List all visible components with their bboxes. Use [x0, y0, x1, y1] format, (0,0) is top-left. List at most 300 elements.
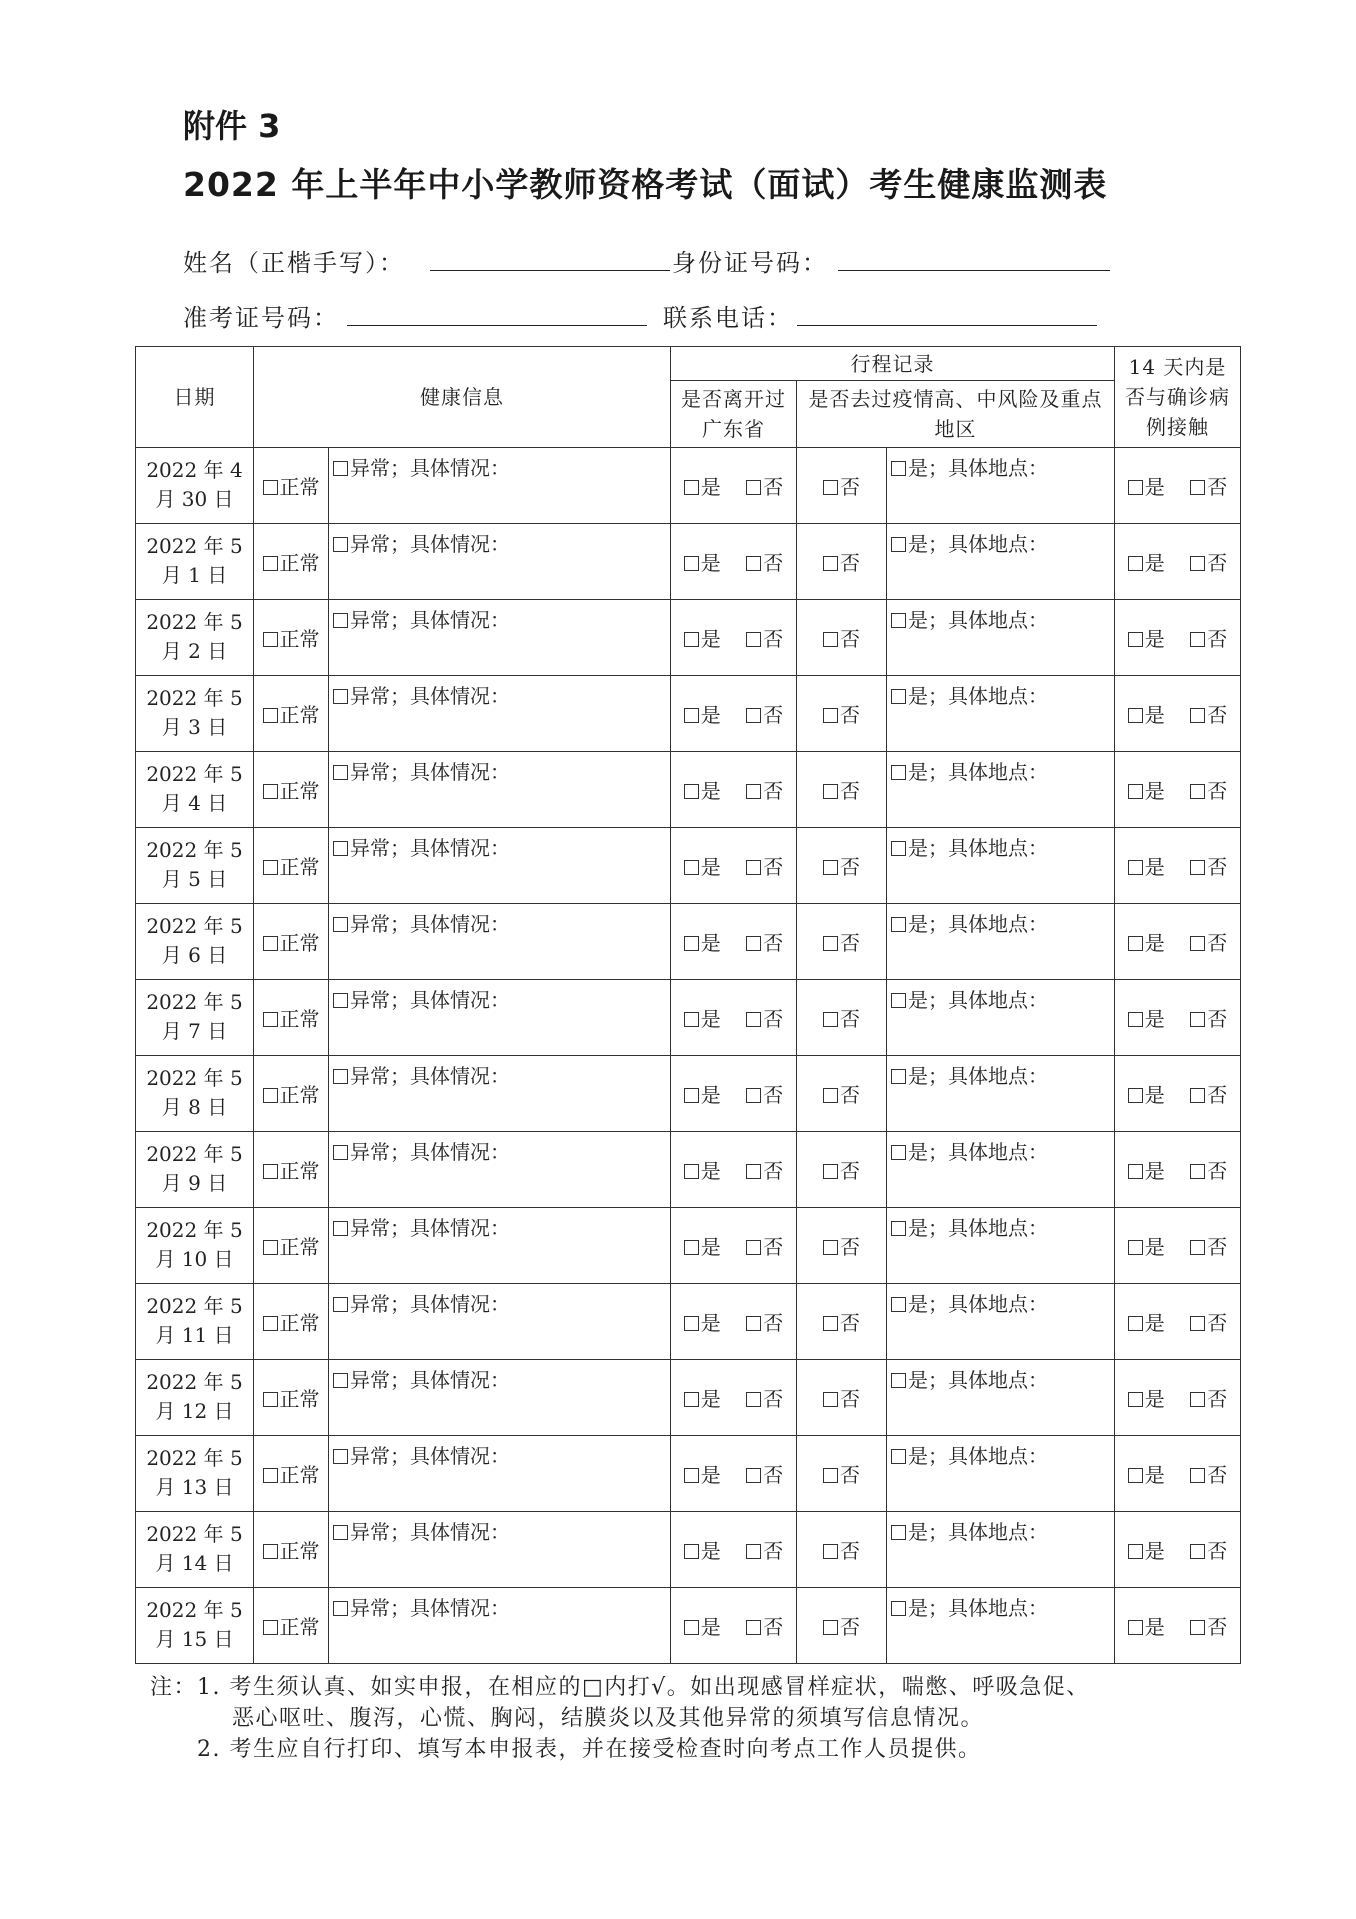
left-province-yes-checkbox[interactable]	[684, 775, 721, 804]
left-province-no-checkbox[interactable]	[746, 471, 783, 500]
left-province-yes-checkbox[interactable]	[684, 1459, 721, 1488]
phone-label: 联系电话：	[663, 304, 793, 332]
checkbox-icon	[1190, 1164, 1205, 1179]
checkbox-icon	[263, 1012, 278, 1027]
checkbox-icon	[746, 1012, 761, 1027]
left-province-no-checkbox[interactable]	[746, 699, 783, 728]
risk-area-yes-checkbox[interactable]	[891, 532, 1048, 556]
option-label: 是	[700, 778, 721, 803]
option-label: 异常；具体情况：	[350, 1367, 510, 1392]
option-label: 否	[763, 1310, 784, 1335]
checkbox-icon	[891, 1069, 906, 1084]
note-line-3: 2. 考生应自行打印、填写本申报表，并在接受检查时向考点工作人员提供。	[197, 1737, 982, 1762]
checkbox-icon	[684, 784, 699, 799]
health-header: 健康信息	[254, 347, 671, 448]
contact-yes-checkbox[interactable]	[1128, 851, 1165, 880]
abnormal-checkbox[interactable]	[333, 608, 510, 632]
option-label: 否	[763, 1538, 784, 1563]
option-label: 否	[840, 1082, 860, 1107]
option-label: 是	[700, 550, 721, 575]
contact-no-checkbox[interactable]	[1190, 1307, 1227, 1336]
left-province-yes-checkbox[interactable]	[684, 623, 721, 652]
checkbox-icon	[333, 689, 348, 704]
contact-no-checkbox[interactable]	[1190, 699, 1227, 728]
checkbox-icon	[684, 708, 699, 723]
left-province-no-checkbox[interactable]	[746, 547, 783, 576]
checkbox-icon	[746, 1240, 761, 1255]
risk-area-yes-checkbox[interactable]	[891, 1444, 1048, 1468]
abnormal-checkbox[interactable]	[333, 836, 510, 860]
left-province-yes-checkbox[interactable]	[684, 547, 721, 576]
option-label: 否	[840, 1386, 860, 1411]
checkbox-icon	[263, 860, 278, 875]
date-cell: 2022 年 5 月 4 日	[136, 751, 254, 827]
contact-no-checkbox[interactable]	[1190, 1079, 1227, 1108]
contact-yes-checkbox[interactable]	[1128, 623, 1165, 652]
left-province-yes-checkbox[interactable]	[684, 699, 721, 728]
date-cell: 2022 年 5 月 2 日	[136, 599, 254, 675]
checkbox-icon	[1128, 1316, 1143, 1331]
checkbox-icon	[263, 632, 278, 647]
option-label: 是；具体地点：	[908, 1291, 1048, 1316]
table-row	[136, 1435, 1241, 1511]
left-province-yes-checkbox[interactable]	[684, 1535, 721, 1564]
date-cell: 2022 年 5 月 7 日	[136, 979, 254, 1055]
normal-checkbox[interactable]	[263, 1235, 320, 1259]
checkbox-icon	[746, 632, 761, 647]
checkbox-icon	[1190, 1240, 1205, 1255]
option-label: 是；具体地点：	[908, 1595, 1048, 1620]
date-cell: 2022 年 5 月 13 日	[136, 1435, 254, 1511]
option-label: 是	[700, 1462, 721, 1487]
risk-area-no-checkbox[interactable]	[823, 931, 860, 955]
date-header: 日期	[136, 347, 254, 448]
left-province-yes-checkbox[interactable]	[684, 1003, 721, 1032]
option-label: 异常；具体情况：	[350, 1595, 510, 1620]
left-province-no-checkbox[interactable]	[746, 775, 783, 804]
risk-area-no-checkbox[interactable]	[823, 1007, 860, 1031]
risk-area-yes-checkbox[interactable]	[891, 1520, 1048, 1544]
checkbox-icon	[891, 1221, 906, 1236]
risk-area-header: 是否去过疫情高、中风险及重点地区	[797, 381, 1115, 447]
contact-no-checkbox[interactable]	[1190, 1231, 1227, 1260]
risk-area-yes-checkbox[interactable]	[891, 1368, 1048, 1392]
date-cell: 2022 年 5 月 5 日	[136, 827, 254, 903]
checkbox-icon	[1128, 1240, 1143, 1255]
option-label: 异常；具体情况：	[350, 835, 510, 860]
risk-area-yes-checkbox[interactable]	[891, 912, 1048, 936]
checkbox-icon	[684, 936, 699, 951]
contact-yes-checkbox[interactable]	[1128, 1155, 1165, 1184]
checkbox-icon	[823, 1088, 838, 1103]
option-label: 否	[840, 854, 860, 879]
option-label: 否	[1207, 626, 1228, 651]
checkbox-icon	[746, 1392, 761, 1407]
left-province-no-checkbox[interactable]	[746, 1535, 783, 1564]
left-province-no-checkbox[interactable]	[746, 1155, 783, 1184]
option-label: 正常	[279, 626, 320, 651]
contact-yes-checkbox[interactable]	[1128, 1459, 1165, 1488]
ticket-number-field[interactable]	[347, 325, 647, 326]
risk-area-yes-checkbox[interactable]	[891, 456, 1048, 480]
contact-no-checkbox[interactable]	[1190, 927, 1227, 956]
date-cell: 2022 年 5 月 15 日	[136, 1587, 254, 1663]
normal-checkbox[interactable]	[263, 551, 320, 575]
table-row	[136, 523, 1241, 599]
abnormal-checkbox[interactable]	[333, 1596, 510, 1620]
normal-checkbox[interactable]	[263, 1463, 320, 1487]
normal-checkbox[interactable]	[263, 1083, 320, 1107]
risk-area-no-checkbox[interactable]	[823, 779, 860, 803]
left-province-yes-checkbox[interactable]	[684, 1155, 721, 1184]
checkbox-icon	[333, 461, 348, 476]
abnormal-checkbox[interactable]	[333, 1444, 510, 1468]
risk-area-yes-checkbox[interactable]	[891, 1596, 1048, 1620]
contact-yes-checkbox[interactable]	[1128, 699, 1165, 728]
checkbox-icon	[823, 1164, 838, 1179]
checkbox-icon	[891, 1297, 906, 1312]
abnormal-checkbox[interactable]	[333, 1064, 510, 1088]
option-label: 异常；具体情况：	[350, 607, 510, 632]
checkbox-icon	[263, 708, 278, 723]
risk-area-no-checkbox[interactable]	[823, 1615, 860, 1639]
abnormal-checkbox[interactable]	[333, 1140, 510, 1164]
risk-area-yes-checkbox[interactable]	[891, 1064, 1048, 1088]
checkbox-icon	[891, 613, 906, 628]
abnormal-checkbox[interactable]	[333, 532, 510, 556]
option-label: 是	[700, 1614, 721, 1639]
option-label: 是	[700, 1386, 721, 1411]
phone-field[interactable]	[797, 325, 1097, 326]
option-label: 否	[763, 474, 784, 499]
id-number-field[interactable]	[838, 270, 1110, 271]
risk-area-no-checkbox[interactable]	[823, 855, 860, 879]
checkbox-icon	[333, 993, 348, 1008]
option-label: 否	[1207, 778, 1228, 803]
checkbox-icon	[1128, 860, 1143, 875]
checkbox-icon	[1128, 1468, 1143, 1483]
checkbox-icon	[891, 841, 906, 856]
option-label: 正常	[279, 1614, 320, 1639]
checkbox-icon	[333, 841, 348, 856]
checkbox-icon	[263, 556, 278, 571]
checkbox-icon	[684, 1468, 699, 1483]
normal-checkbox[interactable]	[263, 1615, 320, 1639]
option-label: 异常；具体情况：	[350, 1063, 510, 1088]
abnormal-checkbox[interactable]	[333, 760, 510, 784]
checkbox-icon	[1190, 632, 1205, 647]
contact-yes-checkbox[interactable]	[1128, 547, 1165, 576]
option-label: 正常	[279, 702, 320, 727]
checkbox-icon	[891, 1449, 906, 1464]
checkbox-icon	[1190, 708, 1205, 723]
checkbox-icon	[746, 480, 761, 495]
left-province-no-checkbox[interactable]	[746, 1307, 783, 1336]
checkbox-icon	[263, 1316, 278, 1331]
risk-area-no-checkbox[interactable]	[823, 1235, 860, 1259]
checkbox-icon	[263, 1468, 278, 1483]
checkbox-icon	[684, 1316, 699, 1331]
left-province-no-checkbox[interactable]	[746, 1079, 783, 1108]
checkbox-icon	[333, 1297, 348, 1312]
checkbox-icon	[746, 1164, 761, 1179]
normal-checkbox[interactable]	[263, 627, 320, 651]
health-monitoring-table	[135, 346, 1241, 1664]
left-province-no-checkbox[interactable]	[746, 927, 783, 956]
option-label: 是	[1144, 778, 1165, 803]
risk-area-no-checkbox[interactable]	[823, 1539, 860, 1563]
option-label: 是；具体地点：	[908, 1139, 1048, 1164]
checkbox-icon	[1128, 556, 1143, 571]
risk-area-no-checkbox[interactable]	[823, 1311, 860, 1335]
checkbox-icon	[746, 556, 761, 571]
abnormal-checkbox[interactable]	[333, 684, 510, 708]
checkbox-icon	[823, 860, 838, 875]
date-cell: 2022 年 5 月 1 日	[136, 523, 254, 599]
option-label: 异常；具体情况：	[350, 759, 510, 784]
contact-yes-checkbox[interactable]	[1128, 1231, 1165, 1260]
checkbox-icon	[1190, 860, 1205, 875]
risk-area-yes-checkbox[interactable]	[891, 1292, 1048, 1316]
option-label: 是；具体地点：	[908, 835, 1048, 860]
option-label: 否	[840, 1310, 860, 1335]
checkbox-icon	[333, 1069, 348, 1084]
checkbox-icon	[1190, 1544, 1205, 1559]
checkbox-icon	[823, 1240, 838, 1255]
risk-area-no-checkbox[interactable]	[823, 551, 860, 575]
normal-checkbox[interactable]	[263, 1007, 320, 1031]
checkbox-icon	[891, 917, 906, 932]
left-province-yes-checkbox[interactable]	[684, 1231, 721, 1260]
option-label: 异常；具体情况：	[350, 1291, 510, 1316]
checkbox-icon	[1128, 1164, 1143, 1179]
option-label: 是；具体地点：	[908, 531, 1048, 556]
option-label: 正常	[279, 1158, 320, 1183]
table-row	[136, 979, 1241, 1055]
abnormal-checkbox[interactable]	[333, 1368, 510, 1392]
contact-yes-checkbox[interactable]	[1128, 471, 1165, 500]
risk-area-no-checkbox[interactable]	[823, 627, 860, 651]
checkbox-icon	[746, 1544, 761, 1559]
option-label: 是；具体地点：	[908, 759, 1048, 784]
normal-checkbox[interactable]	[263, 1539, 320, 1563]
checkbox-icon	[333, 1601, 348, 1616]
left-province-yes-checkbox[interactable]	[684, 1383, 721, 1412]
left-province-no-checkbox[interactable]	[746, 1459, 783, 1488]
option-label: 否	[1207, 1386, 1228, 1411]
option-label: 是；具体地点：	[908, 455, 1048, 480]
option-label: 否	[763, 1614, 784, 1639]
checkbox-icon	[746, 708, 761, 723]
abnormal-checkbox[interactable]	[333, 988, 510, 1012]
option-label: 否	[1207, 1006, 1228, 1031]
risk-area-yes-checkbox[interactable]	[891, 684, 1048, 708]
contact-yes-checkbox[interactable]	[1128, 1383, 1165, 1412]
left-province-yes-checkbox[interactable]	[684, 1307, 721, 1336]
contact-no-checkbox[interactable]	[1190, 1535, 1227, 1564]
risk-area-no-checkbox[interactable]	[823, 1387, 860, 1411]
table-row	[136, 1207, 1241, 1283]
checkbox-icon	[1128, 1620, 1143, 1635]
contact-no-checkbox[interactable]	[1190, 1155, 1227, 1184]
checkbox-icon	[823, 936, 838, 951]
left-province-yes-checkbox[interactable]	[684, 471, 721, 500]
checkbox-icon	[333, 537, 348, 552]
checkbox-icon	[746, 1468, 761, 1483]
option-label: 否	[763, 626, 784, 651]
left-province-header: 是否离开过广东省	[671, 381, 797, 447]
option-label: 异常；具体情况：	[350, 911, 510, 936]
normal-checkbox[interactable]	[263, 855, 320, 879]
name-label: 姓名（正楷手写）：	[183, 249, 405, 277]
checkbox-icon	[684, 632, 699, 647]
checkbox-icon	[684, 1012, 699, 1027]
normal-checkbox[interactable]	[263, 1311, 320, 1335]
checkbox-icon	[823, 1544, 838, 1559]
option-label: 否	[1207, 702, 1228, 727]
contact-yes-checkbox[interactable]	[1128, 1535, 1165, 1564]
option-label: 否	[763, 550, 784, 575]
normal-checkbox[interactable]	[263, 931, 320, 955]
option-label: 否	[1207, 1234, 1228, 1259]
contact-yes-checkbox[interactable]	[1128, 1611, 1165, 1640]
checkbox-icon	[263, 1392, 278, 1407]
table-row	[136, 1283, 1241, 1359]
checkbox-icon	[1190, 1620, 1205, 1635]
date-cell: 2022 年 5 月 8 日	[136, 1055, 254, 1131]
left-province-no-checkbox[interactable]	[746, 623, 783, 652]
left-province-no-checkbox[interactable]	[746, 1383, 783, 1412]
risk-area-yes-checkbox[interactable]	[891, 1216, 1048, 1240]
option-label: 否	[763, 930, 784, 955]
normal-checkbox[interactable]	[263, 779, 320, 803]
contact-no-checkbox[interactable]	[1190, 1383, 1227, 1412]
checkbox-icon	[1190, 1392, 1205, 1407]
normal-checkbox[interactable]	[263, 1387, 320, 1411]
checkbox-icon	[1128, 1012, 1143, 1027]
option-label: 否	[1207, 550, 1228, 575]
option-label: 是	[700, 1234, 721, 1259]
risk-area-no-checkbox[interactable]	[823, 475, 860, 499]
checkbox-icon	[1190, 1088, 1205, 1103]
normal-checkbox[interactable]	[263, 475, 320, 499]
option-label: 是	[700, 702, 721, 727]
risk-area-yes-checkbox[interactable]	[891, 988, 1048, 1012]
checkbox-icon	[333, 1449, 348, 1464]
contact-no-checkbox[interactable]	[1190, 623, 1227, 652]
option-label: 异常；具体情况：	[350, 531, 510, 556]
name-field[interactable]	[430, 270, 670, 271]
table-row	[136, 903, 1241, 979]
checkbox-icon	[823, 556, 838, 571]
contact-no-checkbox[interactable]	[1190, 547, 1227, 576]
option-label: 是	[1144, 626, 1165, 651]
option-label: 正常	[279, 854, 320, 879]
date-cell: 2022 年 5 月 14 日	[136, 1511, 254, 1587]
contact-yes-checkbox[interactable]	[1128, 1079, 1165, 1108]
risk-area-yes-checkbox[interactable]	[891, 1140, 1048, 1164]
checkbox-icon	[684, 556, 699, 571]
option-label: 否	[1207, 854, 1228, 879]
abnormal-checkbox[interactable]	[333, 1216, 510, 1240]
option-label: 否	[1207, 1082, 1228, 1107]
checkbox-icon	[823, 1468, 838, 1483]
normal-checkbox[interactable]	[263, 1159, 320, 1183]
contact-no-checkbox[interactable]	[1190, 471, 1227, 500]
abnormal-checkbox[interactable]	[333, 912, 510, 936]
abnormal-checkbox[interactable]	[333, 456, 510, 480]
left-province-no-checkbox[interactable]	[746, 1003, 783, 1032]
checkbox-icon	[1128, 1544, 1143, 1559]
option-label: 否	[763, 1234, 784, 1259]
contact-no-checkbox[interactable]	[1190, 851, 1227, 880]
contact-yes-checkbox[interactable]	[1128, 1003, 1165, 1032]
option-label: 是	[1144, 474, 1165, 499]
contact-no-checkbox[interactable]	[1190, 1611, 1227, 1640]
risk-area-yes-checkbox[interactable]	[891, 760, 1048, 784]
left-province-no-checkbox[interactable]	[746, 1611, 783, 1640]
option-label: 否	[763, 702, 784, 727]
checkbox-icon	[823, 480, 838, 495]
option-label: 异常；具体情况：	[350, 1443, 510, 1468]
form-title: 2022 年上半年中小学教师资格考试（面试）考生健康监测表	[183, 165, 1108, 204]
notes	[150, 1672, 1240, 1765]
left-province-yes-checkbox[interactable]	[684, 1079, 721, 1108]
abnormal-checkbox[interactable]	[333, 1292, 510, 1316]
option-label: 是	[700, 474, 721, 499]
left-province-yes-checkbox[interactable]	[684, 927, 721, 956]
checkbox-icon	[891, 461, 906, 476]
option-label: 异常；具体情况：	[350, 987, 510, 1012]
date-cell: 2022 年 5 月 10 日	[136, 1207, 254, 1283]
contact-no-checkbox[interactable]	[1190, 1003, 1227, 1032]
checkbox-icon	[263, 1088, 278, 1103]
option-label: 否	[840, 1462, 860, 1487]
risk-area-no-checkbox[interactable]	[823, 1083, 860, 1107]
checkbox-icon	[746, 860, 761, 875]
contact-yes-checkbox[interactable]	[1128, 775, 1165, 804]
normal-checkbox[interactable]	[263, 703, 320, 727]
risk-area-no-checkbox[interactable]	[823, 1159, 860, 1183]
table-row	[136, 1359, 1241, 1435]
risk-area-yes-checkbox[interactable]	[891, 608, 1048, 632]
table-row	[136, 827, 1241, 903]
checkbox-icon	[891, 1525, 906, 1540]
option-label: 是	[1144, 1082, 1165, 1107]
option-label: 是；具体地点：	[908, 1063, 1048, 1088]
checkbox-icon	[823, 632, 838, 647]
checkbox-icon	[684, 480, 699, 495]
contact-no-checkbox[interactable]	[1190, 775, 1227, 804]
contact-yes-checkbox[interactable]	[1128, 1307, 1165, 1336]
left-province-no-checkbox[interactable]	[746, 851, 783, 880]
left-province-no-checkbox[interactable]	[746, 1231, 783, 1260]
checkbox-icon	[263, 1544, 278, 1559]
risk-area-no-checkbox[interactable]	[823, 703, 860, 727]
option-label: 否	[1207, 1614, 1228, 1639]
option-label: 正常	[279, 550, 320, 575]
left-province-yes-checkbox[interactable]	[684, 851, 721, 880]
checkbox-icon	[263, 1164, 278, 1179]
option-label: 否	[840, 1538, 860, 1563]
contact-no-checkbox[interactable]	[1190, 1459, 1227, 1488]
risk-area-no-checkbox[interactable]	[823, 1463, 860, 1487]
left-province-yes-checkbox[interactable]	[684, 1611, 721, 1640]
risk-area-yes-checkbox[interactable]	[891, 836, 1048, 860]
checkbox-icon	[333, 1145, 348, 1160]
abnormal-checkbox[interactable]	[333, 1520, 510, 1544]
contact-yes-checkbox[interactable]	[1128, 927, 1165, 956]
